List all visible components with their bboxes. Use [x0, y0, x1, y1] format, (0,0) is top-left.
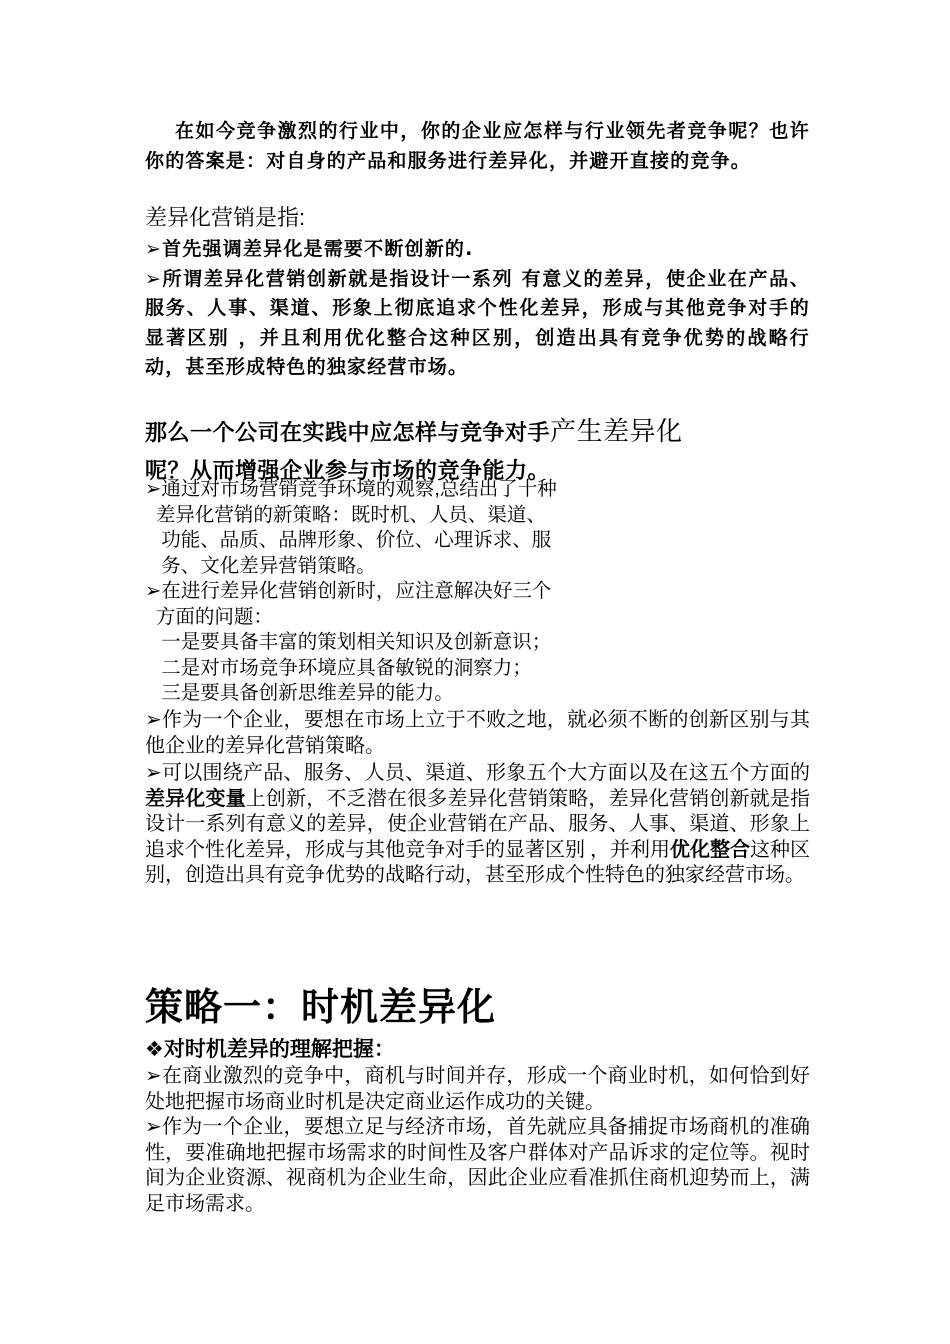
list-line: ➢在进行差异化营销创新时，应注意解决好三个	[145, 580, 552, 602]
dimensions-paragraph	[145, 761, 810, 889]
strategy1-bullet-enterprise: ➢作为一个企业，要想立足与经济市场，首先就应具备捕捉市场商机的准确性，要准确地把握市场需求的时间性及客户群体对产品诉求的定位等。视时间为企业资源、视商机为企业生命，因此企业应看准抓住商机迎势而上，满足市场需求。	[145, 1116, 810, 1215]
list-line: 一是要具备丰富的策划相关知识及创新意识；	[145, 631, 552, 653]
definition-bullet-meaning: ➢所谓差异化营销创新就是指设计一系列 有意义的差异，使企业在产品、服务、人事、渠道、形象上彻底追求个性化差异，形成与其他竞争对手的显著区别 ，并且利用优化整合这种区别，创造出具有竞争优势的战略行动，甚至形成特色的独家经营市场。	[145, 267, 810, 378]
question-line-1-regular: 产生差异化	[550, 416, 683, 446]
enterprise-section	[145, 708, 810, 759]
definition-bullet-innovation: ➢首先强调差异化是需要不断创新的.	[145, 238, 474, 260]
list-line: 三是要具备创新思维差异的能力。	[145, 682, 454, 704]
definition-bullets	[145, 235, 810, 383]
dimensions-text-2: 上创新，不乏潜在很多差异化营销策略，差异化营销创新就是指设计一系列有意义的差异，使企业营销在产品、服务、人事、渠道、形象上追求个性化差异，形成与其他竞争对手的显著区别 ，并利用	[145, 787, 810, 861]
list-line: ➢通过对市场营销竞争环境的观察,总结出了十种	[145, 478, 557, 500]
definition-heading: 差异化营销是指:	[145, 205, 306, 230]
intro-section	[145, 117, 810, 176]
list-line: 务、文化差异营销策略。	[145, 554, 376, 577]
list-line: 二是对市场竞争环境应具备敏锐的洞察力；	[145, 656, 532, 679]
question-line-1	[145, 412, 810, 453]
list-line: 差异化营销的新策略：既时机、人员、渠道、	[145, 503, 546, 526]
strategy1-subheading: ❖对时机差异的理解把握：	[145, 1038, 395, 1061]
list-line: 方面的问题：	[145, 605, 273, 628]
strategy1-heading: 策略一：时机差异化	[145, 987, 497, 1029]
strategy1-bullet-opportunity: ➢在商业激烈的竞争中，商机与时间并存，形成一个商业时机，如何恰到好处地把握市场商业时机是决定商业运作成功的关键。	[145, 1065, 810, 1113]
dimensions-text-1: ➢可以围绕产品、服务、人员、渠道、形象五个大方面以及在这五个方面的	[145, 762, 810, 784]
dimensions-section	[145, 761, 810, 889]
list-line: 功能、品质、品牌形象、价位、心理诉求、服	[145, 529, 552, 551]
dimensions-bold-variable: 差异化变量	[145, 787, 246, 810]
question-line-1-bold: 那么一个公司在实践中应怎样与竞争对手	[145, 421, 551, 446]
dimensions-bold-integration: 优化整合	[670, 838, 750, 861]
dimensions-text-3: 这种区别，创造出具有竞争优势的战略行动，甚至形成个性特色的独家经营市场。	[145, 838, 810, 886]
strategy1-body	[145, 1064, 810, 1217]
enterprise-bullet: ➢作为一个企业，要想在市场上立于不败之地，就必须不断的创新区别与其他企业的差异化营销策略。	[145, 709, 810, 757]
intro-paragraph: 在如今竞争激烈的行业中，你的企业应怎样与行业领先者竞争呢？也许你的答案是：对自身的产品和服务进行差异化，并避开直接的竞争。	[145, 120, 810, 172]
question-line-2: 呢？从而增强企业参与市场的竞争能力。	[145, 459, 551, 484]
strategies-list	[145, 477, 810, 707]
